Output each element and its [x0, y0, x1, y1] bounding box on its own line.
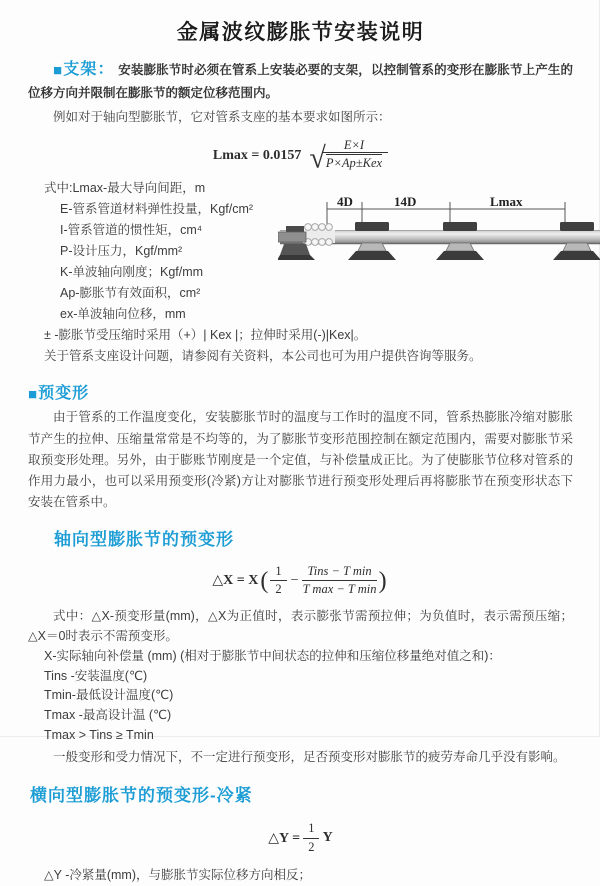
parameter-item: X-实际轴向补偿量 (mm) (相对于膨胀节中间状态的拉伸和压缩位移量绝对值之和)： [44, 648, 501, 663]
axial-parameter-list [28, 648, 573, 745]
support-section-heading: 支架： [63, 61, 115, 78]
bellows-icon [303, 224, 335, 246]
parameter-item: Tmax -最高设计温 (℃) [44, 708, 172, 723]
definition-item: K-单波轴向刚度；Kgf/mm [60, 264, 204, 279]
definition-item: I-管系管道的惯性矩，cm⁴ [60, 222, 203, 237]
minus-sign: − [290, 572, 299, 588]
formula-numerator: E×I [326, 138, 382, 156]
open-paren: ( [260, 567, 269, 594]
dim-label-lmax: Lmax [490, 193, 523, 209]
close-paren: ) [378, 567, 387, 594]
support-intro-text: 安装膨胀节时必须在管系上安装必要的支架，以控制管系的变形在膨胀节上产生的位移方向并限制在膨胀节的额定位移范围内。 [28, 63, 573, 101]
lateral-note: △Y -冷紧量(mm)，与膨胀节实际位移方向相反； [44, 868, 312, 883]
parameter-item: Tmax > Tins ≥ Tmin [44, 727, 154, 742]
support-spacing-drawing [278, 194, 600, 289]
definitions-and-diagram [28, 178, 573, 325]
lateral-predeform-formula [28, 821, 573, 855]
definition-item: P-设计压力，Kgf/mm² [60, 243, 183, 258]
formula-rhs: Y [322, 830, 333, 846]
formula-lhs: △Y = [268, 830, 301, 846]
section-square-icon: ■ [53, 62, 63, 79]
axial-predeform-formula [28, 564, 573, 598]
parameter-item: Tmin-最低设计温度(℃) [44, 688, 174, 703]
definition-item: E-管系管道材料弹性投量，Kgf/cm² [60, 201, 254, 216]
pipe-support-diagram [278, 178, 600, 325]
axial-formula-explanation: 式中：△X-预变形量(mm)，△X为正值时，表示膨张节需预拉伸；为负值时，表示需预压缩；△X＝0时表示不需预变形。 [28, 608, 573, 643]
one-half-fraction: $\frac{1}{2}$ [270, 564, 286, 598]
predeform-section-heading-row [28, 380, 573, 403]
section-square-icon: ■ [28, 386, 38, 404]
temperature-fraction: $\frac{\text{Tins − T min}}{\text{T max − T min}}$ [302, 563, 377, 597]
axial-note: 一般变形和受力情况下，不一定进行预变形，足否预变形对膨胀节的疲劳寿命几乎没有影响。 [53, 749, 566, 764]
predeform-section-heading: 预变形 [38, 385, 90, 403]
page-title: 金属波纹膨胀节安装说明 [176, 21, 425, 44]
lateral-subsection-heading: 横向型膨胀节的预变形-冷紧 [30, 785, 253, 805]
radical-sign-icon: √ [309, 141, 326, 175]
dim-label-14d: 14D [394, 193, 417, 209]
parameter-item: Tins -安装温度(℃) [44, 668, 148, 683]
one-half-fraction: $\frac{1}{2}$ [303, 821, 319, 855]
definition-item: Ap-膨胀节有效面积，cm² [60, 285, 201, 300]
service-note: 关于管系支座设计问题，请参阅有关资料，本公司也可为用户提供咨询等服务。 [44, 349, 482, 364]
dim-label-4d: 4D [337, 193, 353, 209]
formula-lhs: △X = X [212, 573, 259, 589]
predeform-paragraph: 由于管系的工作温度变化，安装膨胀节时的温度与工作时的温度不同，管系热膨胀冷缩对膨胀节产生的拉伸、压缩量常常是不均等的，为了膨胀节变形范围控制在额定范围内，需要对膨胀节采取预变形处理。另外，由于膨账节刚度是一个定值，与补偿量成正比。为了使膨胀节位移对管系的作用力最小，也可以采用预变形(冷紧)方让对膨胀节进行预变形处理后再将膨胀节在预变形状态下安装在管系中。 [28, 410, 573, 510]
support-intro-paragraph [28, 56, 573, 104]
sign-convention-note: ± -膨胀节受压缩时采用（+）| Kex |；拉伸时采用(-)|Kex|。 [44, 327, 367, 342]
definition-item: 式中:Lmax-最大导向间距，m [44, 180, 206, 195]
formula-lhs: Lmax = 0.0157 [212, 147, 302, 163]
radical-expression [309, 138, 388, 174]
support-example-line: 例如对于轴向型膨胀节，它对管系支座的基本要求如图所示： [53, 110, 391, 125]
symbol-definition-list [28, 178, 278, 325]
axial-subsection-heading: 轴向型膨胀节的预变形 [54, 529, 234, 549]
definition-item: ex-单波轴向位移，mm [60, 306, 186, 321]
formula-denominator: P×Ap±Kex [325, 156, 383, 171]
guide-spacing-formula [28, 138, 573, 174]
